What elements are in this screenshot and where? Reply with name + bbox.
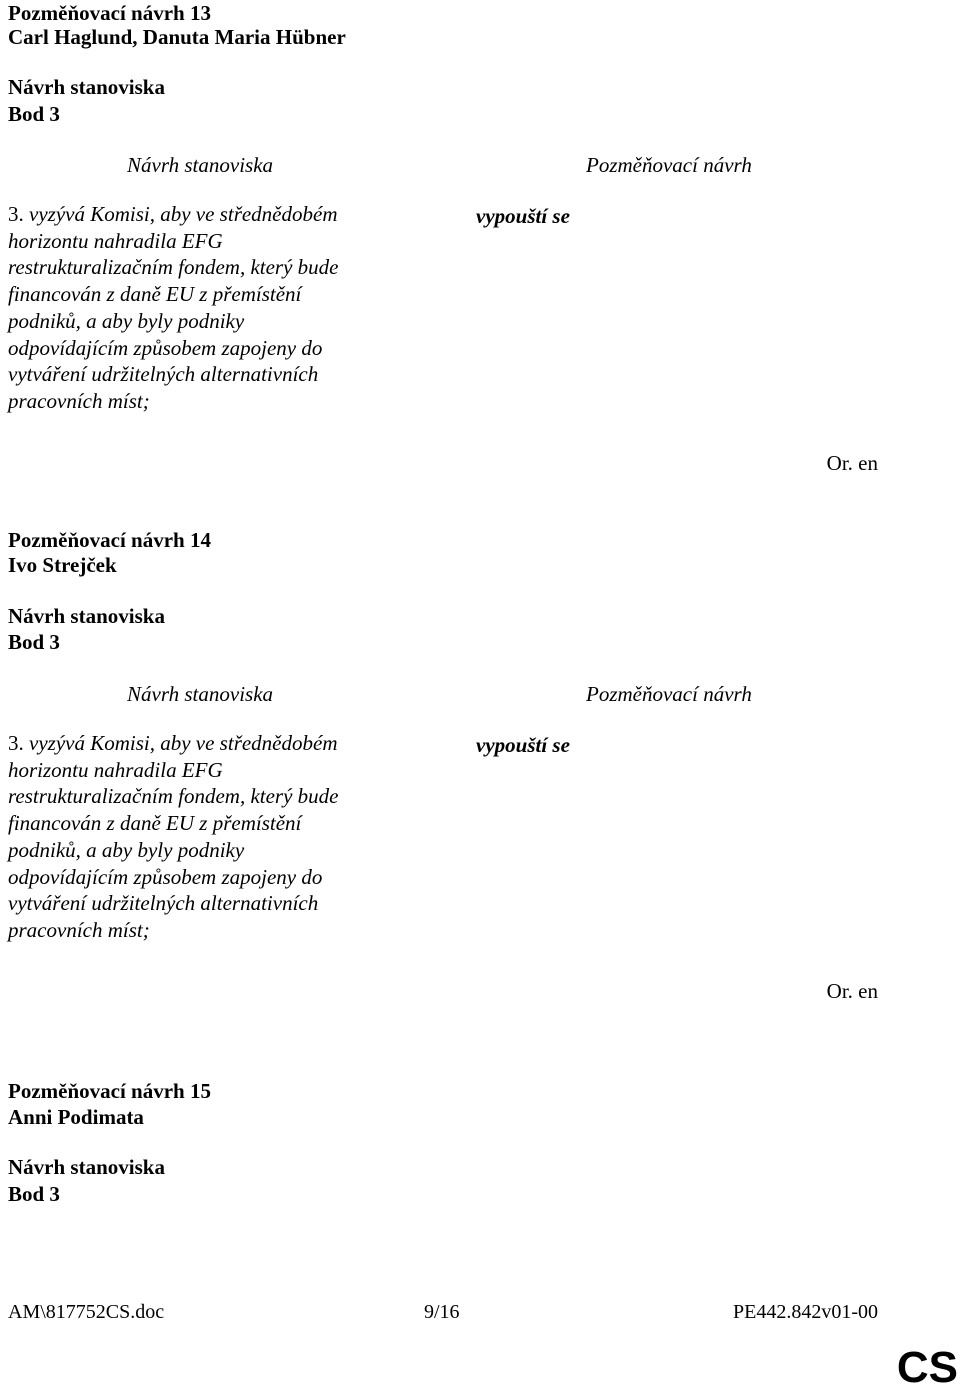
original-text-line: vytváření udržitelných alternativních [8, 362, 319, 387]
original-text-line: odpovídajícím způsobem zapojeny do [8, 335, 323, 360]
original-text-line: horizontu nahradila EFG [8, 228, 223, 253]
amendment-13-deletion-text: vypouští se [476, 204, 570, 228]
amendment-13-right-column-header: Pozměňovací návrh [586, 153, 752, 177]
amendment-14-left-column-header: Návrh stanoviska [127, 682, 274, 706]
amendment-14-doc-type: Návrh stanoviska [8, 604, 165, 628]
original-text-line: podniků, a aby byly podniky [8, 837, 245, 862]
amendment-15-heading: Pozměňovací návrh 15 [8, 1079, 211, 1103]
amendment-14-right-column-header: Pozměňovací návrh [586, 682, 752, 706]
original-text-line: odpovídajícím způsobem zapojeny do [8, 864, 323, 889]
original-text-line: restrukturalizačním fondem, který bude [8, 255, 339, 280]
amendment-14-original-text [8, 730, 408, 944]
amendment-13-doc-type: Návrh stanoviska [8, 75, 165, 99]
original-text-line: pracovních míst; [8, 388, 150, 413]
original-text-line: horizontu nahradila EFG [8, 757, 223, 782]
amendment-14-heading: Pozměňovací návrh 14 [8, 528, 211, 552]
amendment-14-deletion-text: vypouští se [476, 733, 570, 757]
amendment-15-doc-type: Návrh stanoviska [8, 1155, 165, 1179]
amendment-15-authors: Anni Podimata [8, 1105, 144, 1129]
amendment-13-heading: Pozměňovací návrh 13 [8, 1, 211, 25]
amendment-13-point: Bod 3 [8, 102, 60, 126]
original-text-line: 3. vyzývá Komisi, aby ve střednědobém [8, 202, 338, 226]
amendment-15-point: Bod 3 [8, 1182, 60, 1206]
amendment-13-left-column-header: Návrh stanoviska [127, 153, 274, 177]
original-text-line: 3. vyzývá Komisi, aby ve střednědobém [8, 731, 338, 755]
original-text-line: podniků, a aby byly podniky [8, 308, 245, 333]
amendment-14-authors: Ivo Strejček [8, 553, 117, 577]
footer-file-reference: AM\817752CS.doc [8, 1301, 165, 1323]
footer-document-reference: PE442.842v01-00 [733, 1301, 878, 1323]
footer-page-number: 9/16 [424, 1301, 460, 1323]
point-number: 3. [8, 731, 29, 755]
original-text-line: vytváření udržitelných alternativních [8, 891, 319, 916]
original-text-line: restrukturalizačním fondem, který bude [8, 784, 339, 809]
original-text-line: pracovních míst; [8, 917, 150, 942]
point-number: 3. [8, 202, 29, 226]
original-text-line: financován z daně EU z přemístění [8, 282, 302, 307]
amendment-14-point: Bod 3 [8, 630, 60, 654]
original-text-line: financován z daně EU z přemístění [8, 811, 302, 836]
amendment-13-original-language: Or. en [826, 451, 878, 475]
amendment-13-authors: Carl Haglund, Danuta Maria Hübner [8, 25, 346, 49]
footer-language-code: CS [896, 1343, 958, 1392]
amendment-13-original-text [8, 201, 408, 415]
amendment-14-original-language: Or. en [826, 979, 878, 1003]
